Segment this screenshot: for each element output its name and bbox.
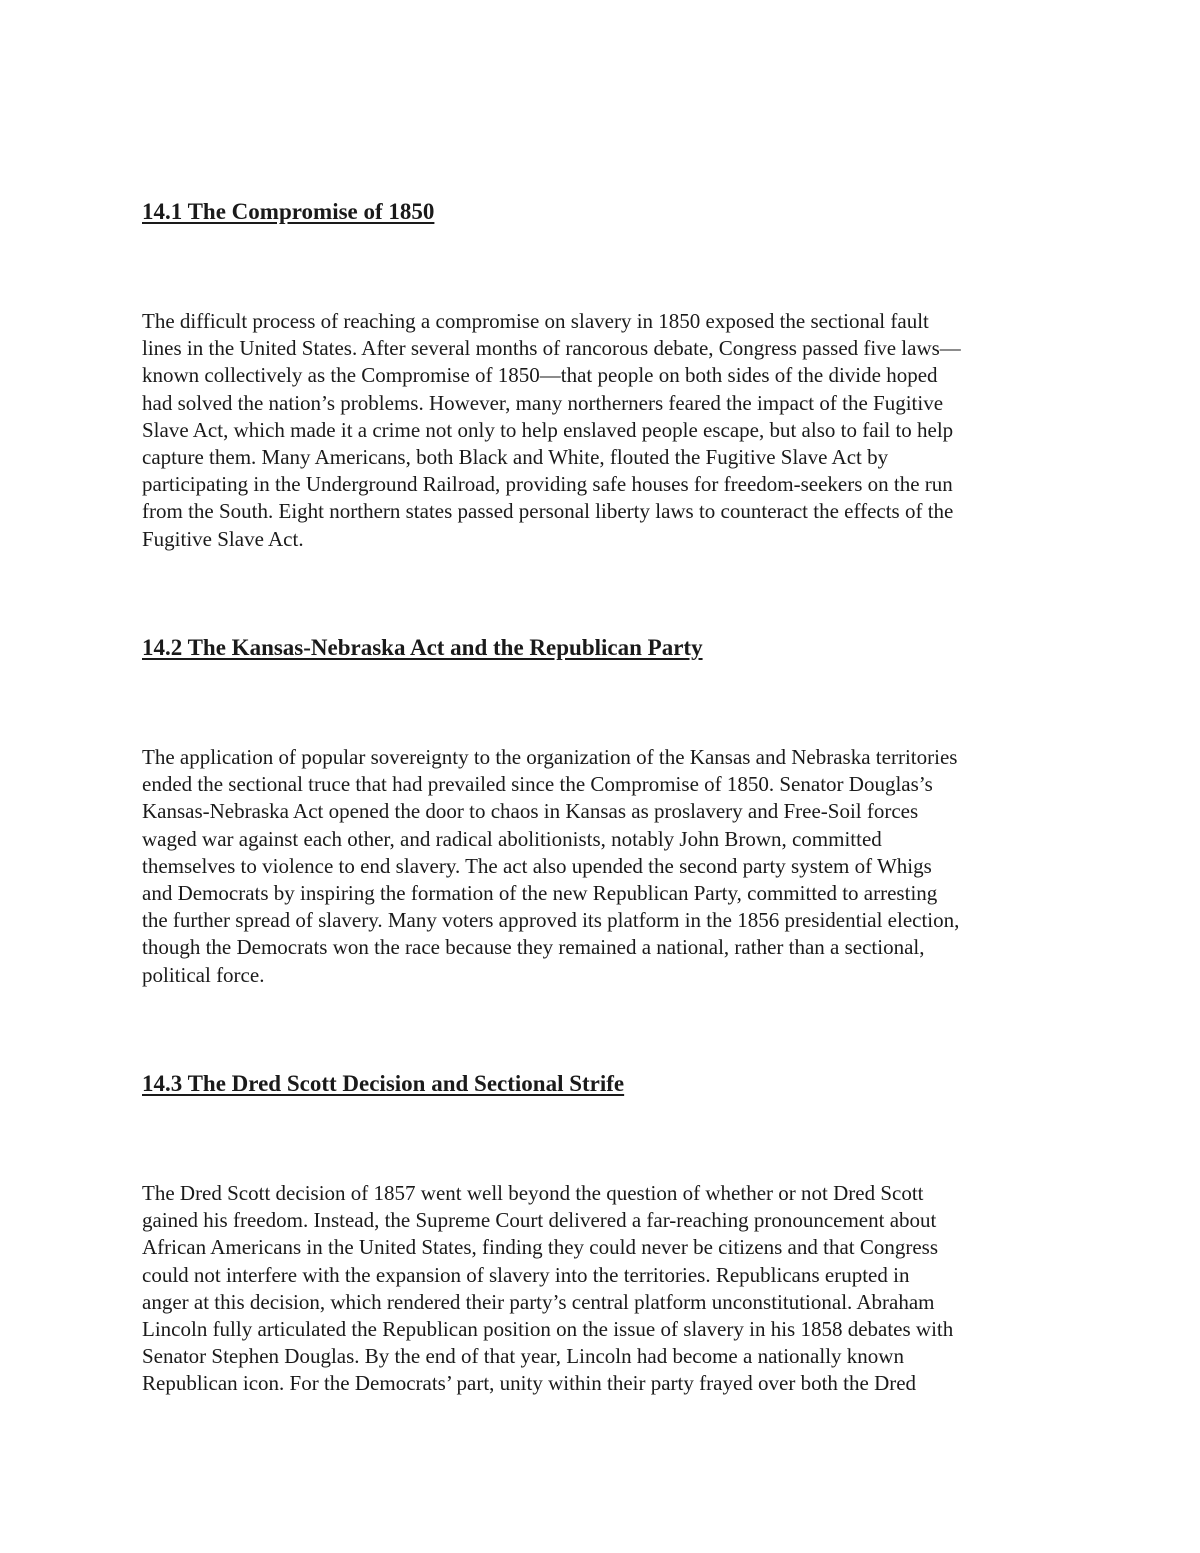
paragraph-line: could not interfere with the expansion of slavery into the territories. Republicans erupted in	[142, 1262, 910, 1287]
paragraph-line: known collectively as the Compromise of 1850—that people on both sides of the divide hoped	[142, 363, 938, 388]
paragraph-line: Republican icon. For the Democrats’ part, unity within their party frayed over both the Dred	[142, 1371, 917, 1396]
paragraph-line: Fugitive Slave Act.	[142, 526, 304, 551]
paragraph-line: though the Democrats won the race because they remained a national, rather than a sectional,	[142, 935, 925, 960]
paragraph-line: and Democrats by inspiring the formation of the new Republican Party, committed to arresting	[142, 881, 938, 906]
paragraph-line: African Americans in the United States, finding they could never be citizens and that Congress	[142, 1235, 939, 1260]
paragraph-line: Kansas-Nebraska Act opened the door to chaos in Kansas as proslavery and Free-Soil forces	[142, 799, 919, 824]
paragraph-line: the further spread of slavery. Many voters approved its platform in the 1856 presidential election,	[142, 908, 960, 933]
paragraph-line: waged war against each other, and radical abolitionists, notably John Brown, committed	[142, 826, 882, 851]
paragraph-line: anger at this decision, which rendered their party’s central platform unconstitutional. Abraham	[142, 1289, 935, 1314]
paragraph-line: from the South. Eight northern states passed personal liberty laws to counteract the effects of the	[142, 499, 954, 524]
section-paragraph-14-3	[142, 1180, 1102, 1398]
paragraph-line: political force.	[142, 962, 265, 987]
section-paragraph-14-2	[142, 744, 1102, 989]
paragraph-line: The difficult process of reaching a compromise on slavery in 1850 exposed the sectional fault	[142, 309, 929, 333]
section-heading-14-3: 14.3 The Dred Scott Decision and Sectional Strife	[142, 1071, 625, 1096]
paragraph-line: lines in the United States. After several months of rancorous debate, Congress passed five laws—	[142, 336, 961, 361]
paragraph-line: Lincoln fully articulated the Republican position on the issue of slavery in his 1858 debates with	[142, 1317, 954, 1342]
section-heading-14-1: 14.1 The Compromise of 1850	[142, 199, 435, 224]
paragraph-line: The application of popular sovereignty to the organization of the Kansas and Nebraska territories	[142, 745, 958, 769]
paragraph-line: gained his freedom. Instead, the Supreme Court delivered a far-reaching pronouncement about	[142, 1208, 937, 1233]
paragraph-line: capture them. Many Americans, both Black and White, flouted the Fugitive Slave Act by	[142, 445, 889, 470]
paragraph-line: The Dred Scott decision of 1857 went well beyond the question of whether or not Dred Scott	[142, 1181, 924, 1205]
paragraph-line: Slave Act, which made it a crime not only to help enslaved people escape, but also to fail to help	[142, 417, 954, 442]
paragraph-line: themselves to violence to end slavery. The act also upended the second party system of Whigs	[142, 853, 932, 878]
paragraph-line: ended the sectional truce that had prevailed since the Compromise of 1850. Senator Douglas’s	[142, 772, 933, 797]
paragraph-line: participating in the Underground Railroad, providing safe houses for freedom-seekers on the run	[142, 472, 953, 497]
paragraph-line: had solved the nation’s problems. However, many northerners feared the impact of the Fugitive	[142, 390, 944, 415]
section-heading-14-2: 14.2 The Kansas-Nebraska Act and the Republican Party	[142, 635, 703, 660]
section-paragraph-14-1	[142, 308, 1102, 553]
paragraph-line: Senator Stephen Douglas. By the end of that year, Lincoln had become a nationally known	[142, 1344, 904, 1369]
